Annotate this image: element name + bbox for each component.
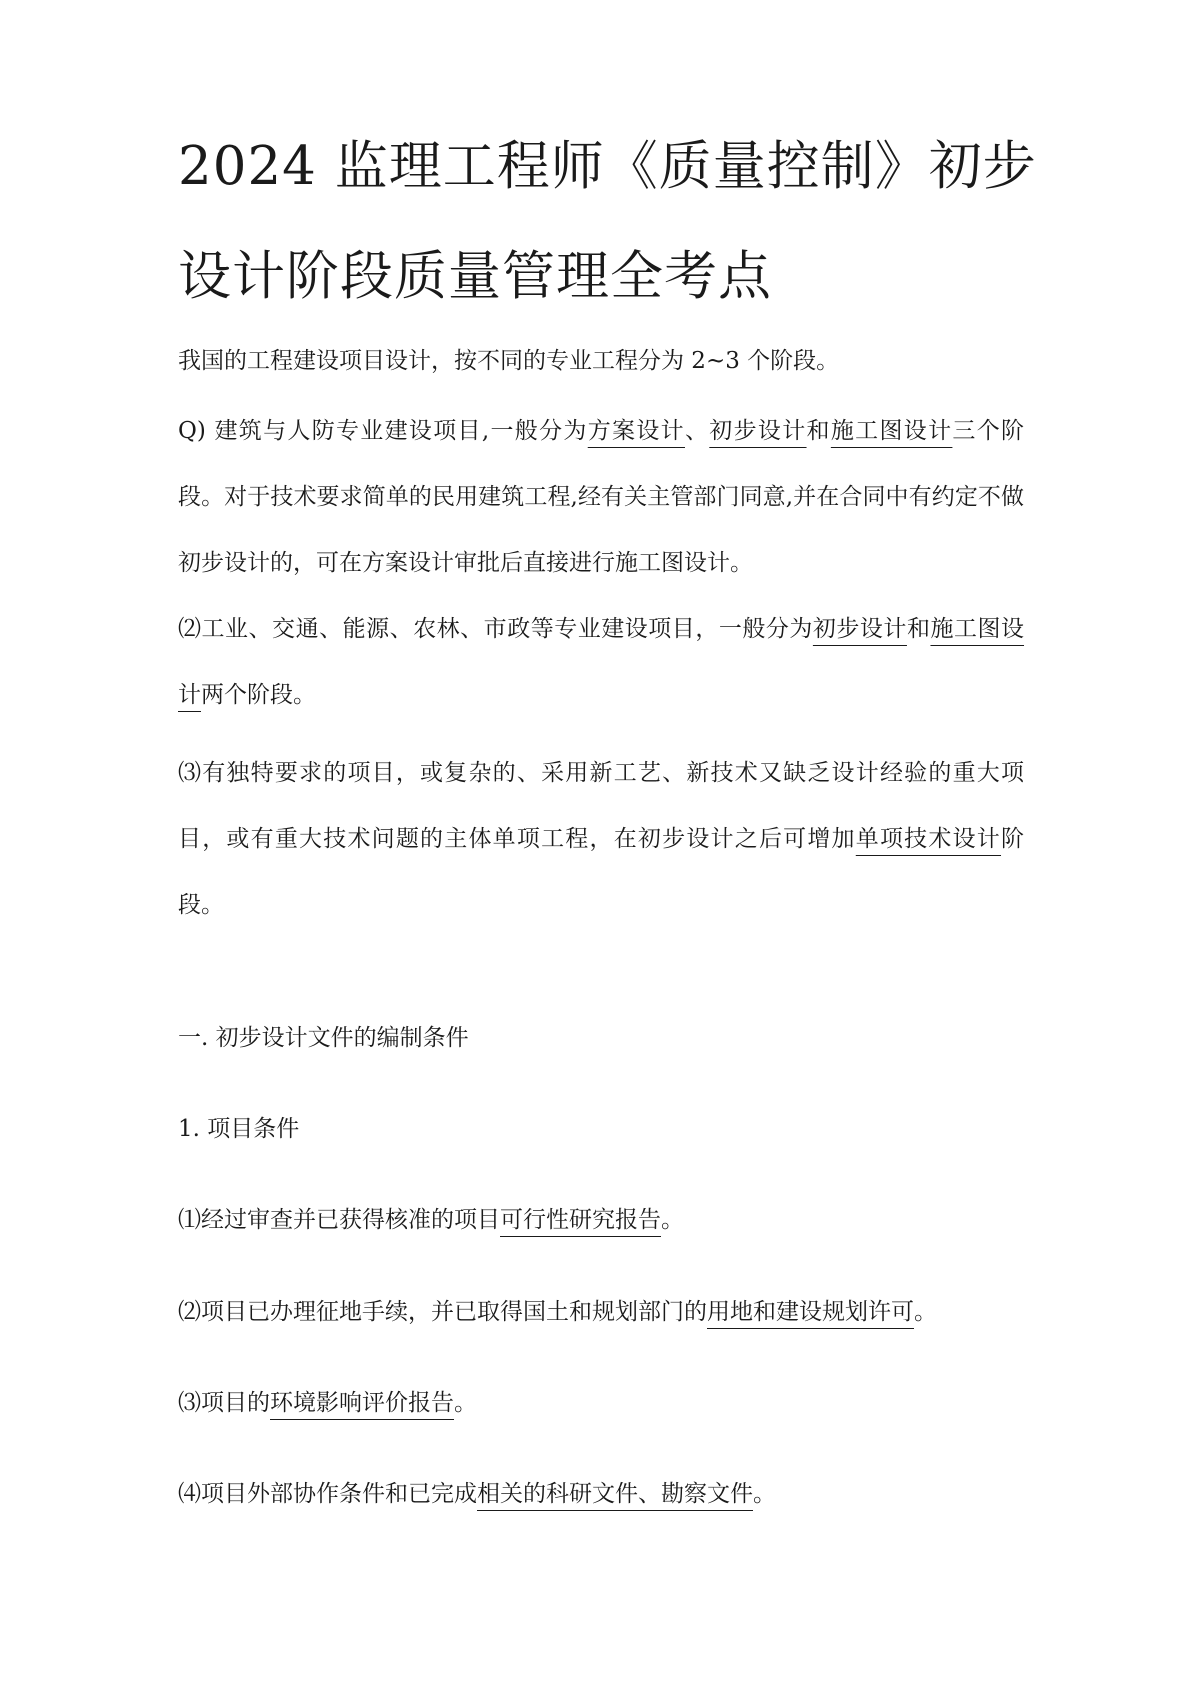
text-segment: Q) 建筑与人防专业建设项目,一般分为 [178, 418, 588, 444]
key-term: 施工图设计 [178, 616, 1025, 708]
text-segment: ⑶有独特要求的项目，或复杂的、采用新工艺、新技术又缺乏设计经验的重大项目，或有重大技术问题的主体单项工程，在初步设计之后可增加 [178, 760, 1024, 852]
condition-item-1 [178, 1187, 1024, 1253]
key-term: 单项技术设计 [855, 826, 1002, 852]
key-term: 环境影响评价报告 [270, 1390, 454, 1416]
text-segment: 、 [684, 418, 710, 444]
condition-item-3 [178, 1370, 1024, 1436]
key-term: 可行性研究报告 [500, 1207, 661, 1233]
key-term: 方案设计 [587, 418, 685, 444]
text-segment: ⑴经过审查并已获得核准的项目 [178, 1207, 500, 1233]
list-item-industrial [178, 596, 1024, 728]
text-segment: 和 [806, 418, 831, 444]
condition-item-4 [178, 1461, 1024, 1527]
subsection-heading [178, 1096, 1024, 1162]
text-segment: 阶段。 [178, 826, 1025, 918]
document-title: 2024 监理工程师《质量控制》初步设计阶段质量管理全考点 [178, 136, 1037, 307]
text-segment: 我国的工程建设项目设计，按不同的专业工程分为 2~3 个阶段。 [178, 348, 840, 374]
key-term: 相关的科研文件、勘察文件 [477, 1481, 753, 1507]
key-term: 用地和建设规划许可 [707, 1299, 914, 1325]
text-segment: 。 [753, 1481, 776, 1507]
key-term: 初步设计 [812, 616, 907, 642]
list-item-building-civil-defense [178, 398, 1024, 596]
condition-item-2 [178, 1279, 1024, 1345]
text-segment: 。 [914, 1299, 937, 1325]
text-segment: 和 [906, 616, 931, 642]
text-segment: 。 [661, 1207, 684, 1233]
text-segment: 。 [454, 1390, 477, 1416]
key-term: 施工图设计 [830, 418, 953, 444]
text-segment: 三个阶段。对于技术要求简单的民用建筑工程,经有关主管部门同意,并在合同中有约定不做初步设计的，可在方案设计审批后直接进行施工图设计。 [178, 418, 1025, 576]
text-segment: ⑷项目外部协作条件和已完成 [178, 1481, 477, 1507]
text-segment: ⑶项目的 [178, 1390, 270, 1416]
text-segment: 1. 项目条件 [178, 1116, 300, 1142]
text-segment: 两个阶段。 [201, 682, 316, 708]
list-item-special-projects [178, 740, 1024, 938]
intro-paragraph [178, 328, 1024, 394]
text-segment: ⑵项目已办理征地手续，并已取得国土和规划部门的 [178, 1299, 707, 1325]
section-heading [178, 1005, 1024, 1071]
text-segment: 一. 初步设计文件的编制条件 [178, 1025, 469, 1051]
text-segment: ⑵工业、交通、能源、农林、市政等专业建设项目，一般分为 [178, 616, 813, 642]
key-term: 初步设计 [709, 418, 807, 444]
